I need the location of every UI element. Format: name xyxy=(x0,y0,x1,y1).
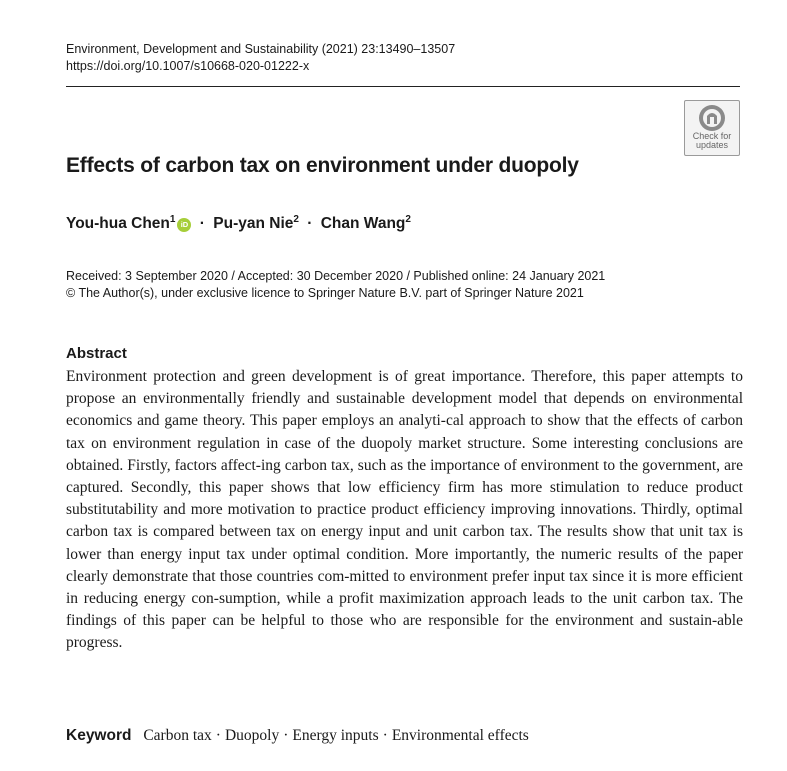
publication-dates: Received: 3 September 2020 / Accepted: 30 December 2020 / Published online: 24 January 2021 xyxy=(66,269,606,283)
author-affiliation: 2 xyxy=(293,214,299,225)
paper-title: Effects of carbon tax on environment under duopoly xyxy=(66,154,579,177)
author-name: Chan Wang xyxy=(320,215,406,232)
author-separator: · xyxy=(199,215,205,232)
author-name: You-hua Chen xyxy=(66,215,170,232)
journal-citation: Environment, Development and Sustainability (2021) 23:13490–13507 xyxy=(66,42,456,56)
keyword-item: Energy inputs xyxy=(292,727,379,744)
doi-link[interactable]: https://doi.org/10.1007/s10668-020-01222-x xyxy=(66,59,310,73)
check-for-updates-label: Check for xyxy=(692,131,732,141)
author-name: Pu-yan Nie xyxy=(213,215,294,232)
keyword-separator: · xyxy=(215,727,221,744)
author-separator: · xyxy=(307,215,313,232)
keyword-item: Duopoly xyxy=(224,727,280,744)
author-affiliation: 2 xyxy=(405,214,411,225)
keyword-item: Carbon tax xyxy=(143,727,212,744)
keyword-item: Environmental effects xyxy=(391,727,529,744)
keywords-line xyxy=(66,727,529,745)
copyright-notice: © The Author(s), under exclusive licence to Springer Nature B.V. part of Springer Nature 2021 xyxy=(66,286,584,300)
keyword-separator: · xyxy=(382,727,388,744)
abstract-body: Environment protection and green development is of great importance. Therefore, this paper attempts to propose an environmentally friendly and sustainable development model that depends on environmental economics and game theory. This paper employs an analyti-cal approach to show that the effects of carbon tax on environment regulation in case of the duopoly market structure. Some interesting conclusions are obtained. Firstly, factors affect-ing carbon tax, such as the importance of environment to the government, are captured. Secondly, this paper shows that low efficiency firm has more stimulation to reduce product substitutability and more motivation to practice product efficiency improving innovations. Thirdly, optimal carbon tax is compared between tax on energy input and unit carbon tax. The results show that unit tax is lower than energy input tax under optimal condition. More importantly, the numeric results of the paper clearly demonstrate that those countries com-mitted to environment prefer input tax since it is more efficient in reducing energy con-sumption, while a profit maximization approach leads to the unit carbon tax. The findings of this paper can be helpful to those who are responsible for the environment and sustain-able progress. xyxy=(66,368,743,652)
keyword-separator: · xyxy=(283,727,289,744)
header-divider xyxy=(66,86,740,87)
keywords-label: Keyword xyxy=(66,727,132,744)
check-for-updates-icon xyxy=(698,104,726,132)
abstract-heading: Abstract xyxy=(66,345,127,362)
check-for-updates-sublabel: updates xyxy=(695,140,729,150)
author-list xyxy=(66,214,411,233)
orcid-icon[interactable]: iD xyxy=(177,218,191,232)
author-affiliation: 1 xyxy=(169,214,176,225)
check-for-updates-badge[interactable] xyxy=(684,100,740,156)
